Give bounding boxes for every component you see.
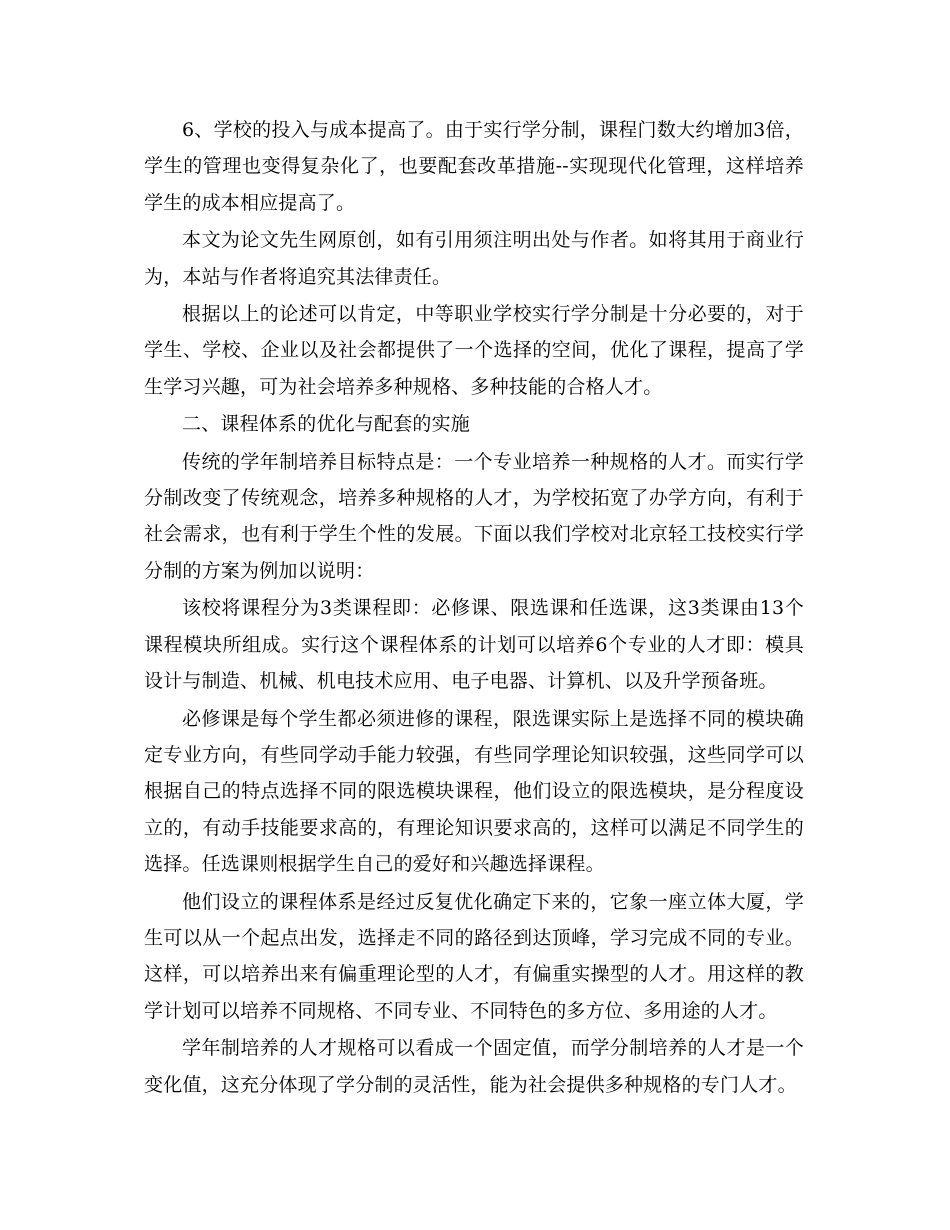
paragraph-required-courses: 必修课是每个学生都必须进修的课程，限选课实际上是选择不同的模块确定专业方向，有些同学动手能力较强，有些同学理论知识较强，这些同学可以根据自己的特点选择不同的限选模块课程，他们设立的限选模块，是分程度设立的，有动手技能要求高的，有理论知识要求高的，这样可以满足不同学生的选择。任选课则根据学生自己的爱好和兴趣选择课程。 (144, 707, 804, 876)
paragraph-traditional-system: 传统的学年制培养目标特点是：一个专业培养一种规格的人才。而实行学分制改变了传统观念，培养多种规格的人才，为学校拓宽了办学方向，有利于社会需求，也有利于学生个性的发展。下面以我们学校对北京轻工技校实行学分制的方案为例加以说明： (144, 450, 804, 582)
paragraph-flexibility: 学年制培养的人才规格可以看成一个固定值，而学分制培养的人才是一个变化值，这充分体现了学分制的灵活性，能为社会提供多种规格的专门人才。 (144, 1037, 804, 1096)
document-body (144, 112, 804, 1104)
paragraph-course-categories: 该校将课程分为3类课程即：必修课、限选课和任选课，这3类课由13个课程模块所组成。实行这个课程体系的计划可以培养6个专业的人才即：模具设计与制造、机械、机电技术应用、电子电器、计算机、以及升学预备班。 (144, 597, 804, 693)
section-heading: 二、课程体系的优化与配套的实施 (182, 413, 471, 436)
paragraph-curriculum-structure: 他们设立的课程体系是经过反复优化确定下来的，它象一座立体大厦，学生可以从一个起点出发，选择走不同的路径到达顶峰，学习完成不同的专业。这样，可以培养出来有偏重理论型的人才，有偏重实操型的人才。用这样的教学计划可以培养不同规格、不同专业、不同特色的多方位、多用途的人才。 (144, 890, 804, 1022)
paragraph-conclusion: 根据以上的论述可以肯定，中等职业学校实行学分制是十分必要的，对于学生、学校、企业以及社会都提供了一个选择的空间，优化了课程，提高了学生学习兴趣，可为社会培养多种规格、多种技能的合格人才。 (144, 303, 804, 398)
paragraph-cost-increase: 6、学校的投入与成本提高了。由于实行学分制，课程门数大约增加3倍，学生的管理也变得复杂化了，也要配套改革措施--实现现代化管理，这样培养学生的成本相应提高了。 (144, 119, 804, 214)
paragraph-copyright-notice: 本文为论文先生网原创，如有引用须注明出处与作者。如将其用于商业行为，本站与作者将追究其法律责任。 (144, 229, 804, 288)
